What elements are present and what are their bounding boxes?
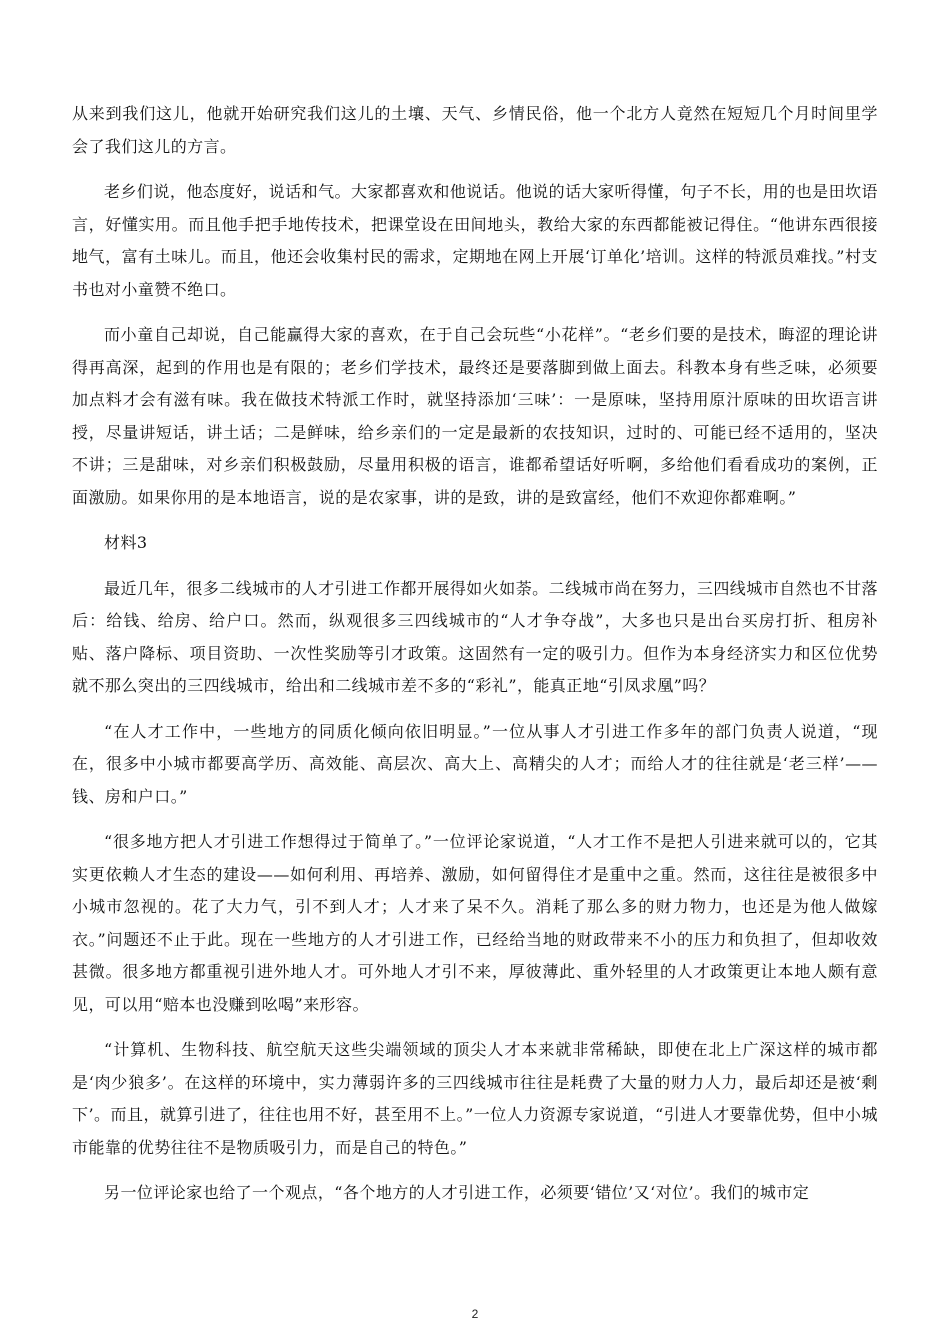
paragraph-9: 另一位评论家也给了一个观点，“各个地方的人才引进工作，必须要‘错位’又‘对位’。我们的城市定 [104,1183,810,1202]
paragraph-6: “在人才工作中，一些地方的同质化倾向依旧明显。”一位从事人才引进工作多年的部门负责人说道，“现在，很多中小城市都要高学历、高效能、高层次、高大上、高精尖的人才；而给人才的往往就是‘老三样’——钱、房和户口。” [72,721,878,806]
section-heading-material-3: 材料3 [104,533,148,552]
paragraph-5: 最近几年，很多二线城市的人才引进工作都开展得如火如荼。二线城市尚在努力，三四线城市自然也不甘落后：给钱、给房、给户口。然而，纵观很多三四线城市的“人才争夺战”，大多也只是出台买房打折、租房补贴、落户降标、项目资助、一次性奖励等引才政策。这固然有一定的吸引力。但作为本身经济实力和区位优势就不那么突出的三四线城市，给出和二线城市差不多的“彩礼”，能真正地“引凤求凰”吗？ [72,578,878,695]
page-number: 2 [471,1307,479,1321]
paragraph-2: 老乡们说，他态度好，说话和气。大家都喜欢和他说话。他说的话大家听得懂，句子不长，用的也是田坎语言，好懂实用。而且他手把手地传技术，把课堂设在田间地头，教给大家的东西都能被记得住。“他讲东西很接地气，富有土味儿。而且，他还会收集村民的需求，定期地在网上开展‘订单化’培训。这样的特派员难找。”村支书也对小童赞不绝口。 [72,182,878,299]
paragraph-3: 而小童自己却说，自己能赢得大家的喜欢，在于自己会玩些“小花样”。“老乡们要的是技术，晦涩的理论讲得再高深，起到的作用也是有限的；老乡们学技术，最终还是要落脚到做上面去。科教本身有些乏味，必须要加点料才会有滋有味。我在做技术特派工作时，就坚持添加‘三味’：一是原味，坚持用原汁原味的田坎语言讲授，尽量讲短话，讲土话；二是鲜味，给乡亲们的一定是最新的农技知识，过时的、可能已经不适用的，坚决不讲；三是甜味，对乡亲们积极鼓励，尽量用积极的语言，谁都希望话好听啊，多给他们看看成功的案例，正面激励。如果你用的是本地语言，说的是农家事，讲的是致，讲的是致富经，他们不欢迎你都难啊。” [72,325,878,507]
paragraph-7: “很多地方把人才引进工作想得过于简单了。”一位评论家说道，“人才工作不是把人引进来就可以的，它其实更依赖人才生态的建设——如何利用、再培养、激励，如何留得住才是重中之重。然而，这往往是被很多中小城市忽视的。花了大力气，引不到人才；人才来了呆不久。消耗了那么多的财力物力，也还是为他人做嫁衣。”问题还不止于此。现在一些地方的人才引进工作，已经给当地的财政带来不小的压力和负担了，但却收效甚微。很多地方都重视引进外地人才。可外地人才引不来，厚彼薄此、重外轻里的人才政策更让本地人颇有意见，可以用“赔本也没赚到吆喝”来形容。 [72,832,878,1014]
paragraph-8: “计算机、生物科技、航空航天这些尖端领域的顶尖人才本来就非常稀缺，即使在北上广深这样的城市都是‘肉少狼多’。在这样的环境中，实力薄弱许多的三四线城市往往是耗费了大量的财力人力，最后却还是被‘剩下’。而且，就算引进了，往往也用不好，甚至用不上。”一位人力资源专家说道，“引进人才要靠优势，但中小城市能靠的优势往往不是物质吸引力，而是自己的特色。” [72,1040,878,1157]
document-body [72,98,878,1223]
paragraph-1: 从来到我们这儿，他就开始研究我们这儿的土壤、天气、乡情民俗，他一个北方人竟然在短短几个月时间里学会了我们这儿的方言。 [72,104,878,156]
